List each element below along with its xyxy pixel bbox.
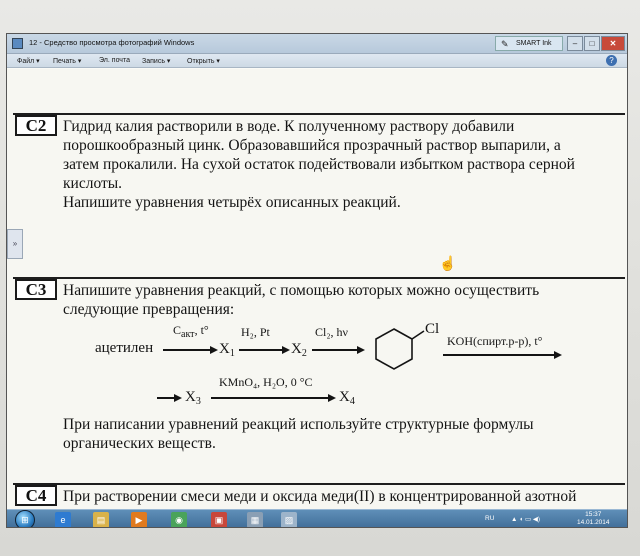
- smart-ink-label: SMART Ink: [516, 40, 552, 47]
- arrow-1-head: [210, 346, 218, 354]
- cond1-main: C: [173, 323, 182, 337]
- language-indicator[interactable]: RU: [485, 515, 495, 522]
- screen: [6, 33, 628, 528]
- c-cl-bond: [412, 331, 424, 339]
- x4-sub: 4: [349, 396, 355, 407]
- arrow-3-head: [357, 346, 365, 354]
- taskbar-notebook-icon[interactable]: ▦: [247, 512, 263, 528]
- c3-note-line: При написании уравнений реакций используйте структурные формулы: [63, 416, 534, 433]
- scheme-condition-4: KOH(спирт.р-р), t°: [447, 334, 543, 348]
- taskbar-chrome-icon[interactable]: ◉: [171, 512, 187, 528]
- smart-ink-button[interactable]: [495, 36, 563, 51]
- scheme-x3: [185, 389, 201, 407]
- side-panel-tab[interactable]: »: [7, 229, 23, 259]
- x1-label: X: [219, 341, 230, 357]
- menu-burn[interactable]: Запись ▾: [142, 58, 171, 65]
- arrow-1-line: [163, 349, 211, 351]
- photo-viewer-icon: [12, 38, 23, 49]
- taskbar-media-icon[interactable]: ▶: [131, 512, 147, 528]
- menu-open[interactable]: Открыть ▾: [187, 58, 220, 65]
- arrow-2-head: [282, 346, 290, 354]
- cond1-tail: , t°: [194, 323, 209, 337]
- cond1-sub: акт: [181, 329, 195, 340]
- photo-canvas: [7, 69, 627, 509]
- c2-line: Напишите уравнения четырёх описанных реакций.: [63, 194, 401, 211]
- c2-text: [63, 117, 615, 212]
- c3-note: [63, 415, 615, 453]
- divider-c2: [13, 113, 625, 115]
- c2-line: Гидрид калия растворили в воде. К полученному раствору добавили: [63, 118, 515, 135]
- scheme-start: ацетилен: [95, 340, 154, 356]
- arrow-4-line: [443, 354, 555, 356]
- c3-intro-line: Напишите уравнения реакций, с помощью которых можно осуществить: [63, 282, 540, 299]
- arrow-3-line: [312, 349, 358, 351]
- scheme-condition-3: Cl₂, hν: [315, 325, 348, 339]
- c2-line: порошкообразный цинк. Образовавшийся прозрачный раствор выпарили, а: [63, 137, 561, 154]
- x3-label: X: [185, 389, 196, 405]
- scheme-x4: [339, 389, 355, 407]
- cyclohexane-ring: [376, 329, 412, 369]
- arrow-4-head: [554, 351, 562, 359]
- taskbar-ie-icon[interactable]: e: [55, 512, 71, 528]
- menu-print[interactable]: Печать ▾: [53, 58, 82, 65]
- taskbar-explorer-icon[interactable]: ▤: [93, 512, 109, 528]
- menu-email[interactable]: Эл. почта: [99, 57, 130, 64]
- x4-label: X: [339, 389, 350, 405]
- question-label-c3: С3: [15, 279, 57, 300]
- chloro-atom: Cl: [425, 321, 440, 337]
- help-icon[interactable]: ?: [606, 55, 617, 66]
- menu-file[interactable]: Файл ▾: [17, 58, 40, 65]
- x3-sub: 3: [195, 396, 201, 407]
- c3-intro: [63, 281, 615, 319]
- chlorocyclohexane-structure: [372, 321, 432, 377]
- title-bar: [7, 34, 627, 54]
- taskbar: [7, 509, 627, 528]
- x1-sub: 1: [229, 348, 235, 359]
- clock-date: 14.01.2014: [577, 519, 610, 526]
- scheme-x2: [291, 341, 307, 359]
- x2-label: X: [291, 341, 302, 357]
- c2-line: кислоты.: [63, 175, 123, 192]
- question-label-c2: С2: [15, 115, 57, 136]
- question-label-c4: С4: [15, 485, 57, 506]
- maximize-button[interactable]: □: [584, 36, 600, 51]
- c3-intro-line: следующие превращения:: [63, 301, 235, 318]
- scheme-condition-2: H₂, Pt: [241, 325, 270, 339]
- menu-bar: [7, 54, 627, 68]
- arrow-5-line: [157, 397, 175, 399]
- pen-icon: ✎: [501, 39, 509, 49]
- divider-c3: [13, 277, 625, 279]
- close-button[interactable]: ✕: [601, 36, 625, 51]
- divider-c4: [13, 483, 625, 485]
- window-title: 12 - Средство просмотра фотографий Windows: [29, 38, 195, 47]
- scheme-condition-5: KMnO₄, H₂O, 0 °C: [219, 375, 313, 389]
- scheme-x1: [219, 341, 235, 359]
- taskbar-smart-icon[interactable]: ▣: [211, 512, 227, 528]
- tray-icons[interactable]: ▲ ◖ ▭ ◀): [511, 516, 541, 523]
- arrow-2-line: [239, 349, 283, 351]
- start-button[interactable]: ⊞: [15, 510, 35, 528]
- c3-note-line: органических веществ.: [63, 435, 216, 452]
- taskbar-viewer-icon[interactable]: ▨: [281, 512, 297, 528]
- arrow-6-head: [328, 394, 336, 402]
- clock[interactable]: [577, 511, 610, 527]
- c2-line: затем прокалили. На сухой остаток подействовали избытком раствора серной: [63, 156, 575, 173]
- arrow-5-head: [174, 394, 182, 402]
- x2-sub: 2: [301, 348, 307, 359]
- clock-time: 15:37: [585, 511, 602, 518]
- hand-cursor-icon: ☝: [439, 255, 457, 271]
- scheme-condition-1: [173, 323, 209, 340]
- minimize-button[interactable]: –: [567, 36, 583, 51]
- c4-text: При растворении смеси меди и оксида меди(II) в концентрированной азотной: [63, 488, 577, 505]
- arrow-6-line: [211, 397, 329, 399]
